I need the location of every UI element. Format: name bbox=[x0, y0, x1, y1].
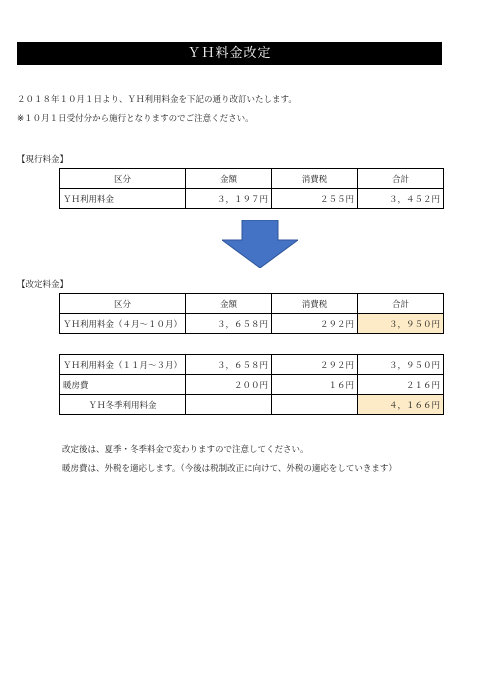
revised-rates-table bbox=[59, 293, 444, 334]
row-amount: ３，６５８円 bbox=[186, 314, 272, 334]
row-amount: ２００円 bbox=[186, 375, 272, 395]
table-row bbox=[60, 314, 444, 334]
row-tax: １６円 bbox=[272, 375, 358, 395]
row-name: ＹＨ利用料金 bbox=[60, 189, 186, 209]
down-arrow-icon bbox=[222, 220, 298, 268]
note-line-2: 暖房費は、外税を適応します。（今後は税制改正に向けて、外税の適応をしていきます） bbox=[62, 464, 397, 474]
row-name: ＹＨ利用料金（１１月～３月） bbox=[60, 355, 186, 375]
intro-line-2: ※１０月１日受付分から施行となりますのでご注意ください。 bbox=[17, 114, 254, 124]
header-total: 合計 bbox=[358, 169, 444, 189]
current-rates-table bbox=[59, 168, 444, 209]
row-amount: ３，１９７円 bbox=[186, 189, 272, 209]
intro-line-1: ２０１８年１０月１日より、ＹＨ利用料金を下記の通り改訂いたします。 bbox=[17, 95, 297, 105]
row-amount: ３，６５８円 bbox=[186, 355, 272, 375]
current-rates-label: 【現行料金】 bbox=[17, 155, 69, 165]
header-category: 区分 bbox=[60, 294, 186, 314]
note-line-1: 改定後は、夏季・冬季料金で変わりますので注意してください。 bbox=[62, 445, 309, 455]
table-header-row bbox=[60, 294, 444, 314]
row-total-highlight: ３，９５０円 bbox=[358, 314, 444, 334]
table-header-row bbox=[60, 169, 444, 189]
header-amount: 金額 bbox=[186, 294, 272, 314]
row-tax: ２５５円 bbox=[272, 189, 358, 209]
page-title: ＹＨ料金改定 bbox=[17, 42, 442, 65]
row-total-highlight: ４，１６６円 bbox=[358, 395, 444, 415]
header-category: 区分 bbox=[60, 169, 186, 189]
row-tax: ２９２円 bbox=[272, 314, 358, 334]
table-row bbox=[60, 355, 444, 375]
row-total: ２１６円 bbox=[358, 375, 444, 395]
header-amount: 金額 bbox=[186, 169, 272, 189]
row-name: ＹＨ利用料金（４月～１０月） bbox=[60, 314, 186, 334]
table-row bbox=[60, 375, 444, 395]
table-row bbox=[60, 189, 444, 209]
winter-rates-table bbox=[59, 354, 444, 415]
row-tax: ２９２円 bbox=[272, 355, 358, 375]
header-tax: 消費税 bbox=[272, 294, 358, 314]
revised-rates-label: 【改定料金】 bbox=[17, 280, 69, 290]
row-total: ３，９５０円 bbox=[358, 355, 444, 375]
row-name: 暖房費 bbox=[60, 375, 186, 395]
row-amount bbox=[186, 395, 272, 415]
row-tax bbox=[272, 395, 358, 415]
header-tax: 消費税 bbox=[272, 169, 358, 189]
header-total: 合計 bbox=[358, 294, 444, 314]
row-name: ＹＨ冬季利用料金 bbox=[60, 395, 186, 415]
row-total: ３，４５２円 bbox=[358, 189, 444, 209]
table-row bbox=[60, 395, 444, 415]
